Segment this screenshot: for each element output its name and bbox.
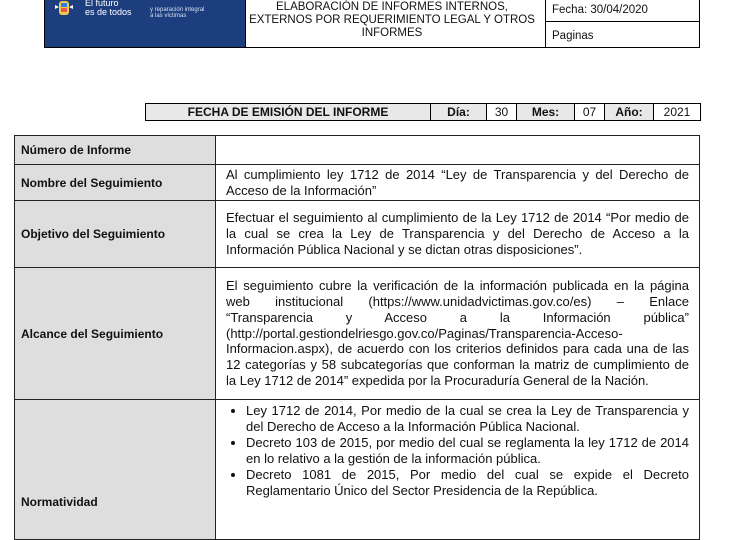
month-label: Mes: — [517, 104, 575, 120]
emission-date-bar — [145, 103, 701, 121]
tracking-objective-label: Objetivo del Seguimiento — [15, 201, 216, 268]
document-pages: Paginas — [552, 30, 594, 42]
table-row — [15, 400, 700, 540]
list-item: • Decreto 1081 de 2015, Por medio del cual se expide el Decreto Reglamentario Único del Sector Presidencia de la República. — [246, 467, 689, 499]
day-label: Día: — [431, 104, 487, 120]
regulations-list — [226, 403, 689, 498]
regulations-label: Normatividad — [15, 400, 216, 540]
header-divider — [545, 21, 699, 22]
table-row — [15, 268, 700, 400]
logo-sub-2: a las víctimas — [150, 13, 187, 19]
logo-line-1: El futuro — [85, 0, 119, 8]
header-divider — [545, 0, 546, 47]
tracking-name-value: Al cumplimiento ley 1712 de 2014 “Ley de Transparencia y del Derecho de Acceso de la Información” — [216, 165, 700, 201]
report-number-label: Número de Informe — [15, 136, 216, 165]
tracking-scope-value: El seguimiento cubre la verificación de la información publicada en la página web institucional (https://www.unidadvictimas.gov.co/es) – Enlace “Transparencia y Acceso a la Información pública” (http://portal.gestiondelriesgo.gov.co/Paginas/Transparencia-Acceso-Informacion.aspx), de acuerdo con los criterios definidos para cada una de las 12 categorías y 58 subcategorías que conforman la matriz de cumplimiento de la Ley 1712 de 2014” expedida por la Procuraduría General de la Nación. — [216, 268, 700, 400]
list-item: • Decreto 103 de 2015, por medio del cual se reglamenta la ley 1712 de 2014 en lo relativo a la gestión de la información pública. — [246, 435, 689, 467]
table-row — [15, 136, 700, 165]
logo-sub-1: y reparación integral — [150, 7, 205, 13]
day-value: 30 — [487, 104, 517, 120]
logo-line-2: es de todos — [85, 7, 132, 17]
document-title: ELABORACIÓN DE INFORMES INTERNOS, EXTERNOS POR REQUERIMIENTO LEGAL Y OTROS INFORMES — [249, 1, 535, 39]
list-item: • Ley 1712 de 2014, Por medio de la cual se crea la Ley de Transparencia y del Derecho de Acceso a la Información Pública Nacional. — [246, 403, 689, 435]
regulations-value — [216, 400, 700, 540]
tracking-objective-value: Efectuar el seguimiento al cumplimiento de la Ley 1712 de 2014 “Por medio de la cual se crea la Ley de Transparencia y del Derecho de Acceso a la Información Pública Nacional y se dictan otras disposiciones”. — [216, 201, 700, 268]
month-value: 07 — [575, 104, 605, 120]
header-divider — [245, 0, 246, 47]
table-row — [15, 165, 700, 201]
document-date: Fecha: 30/04/2020 — [552, 4, 648, 16]
coat-of-arms-icon — [53, 0, 75, 19]
emission-label: FECHA DE EMISIÓN DEL INFORME — [146, 104, 431, 120]
institution-logo — [45, 0, 245, 47]
tracking-scope-label: Alcance del Seguimiento — [15, 268, 216, 400]
document-header — [44, 0, 700, 48]
year-label: Año: — [605, 104, 654, 120]
report-table — [14, 135, 700, 540]
logo-subtext — [150, 0, 204, 19]
year-value: 2021 — [663, 105, 691, 119]
table-row — [15, 201, 700, 268]
tracking-name-label: Nombre del Seguimiento — [15, 165, 216, 201]
logo-text — [85, 0, 132, 17]
report-number-value — [216, 136, 700, 165]
